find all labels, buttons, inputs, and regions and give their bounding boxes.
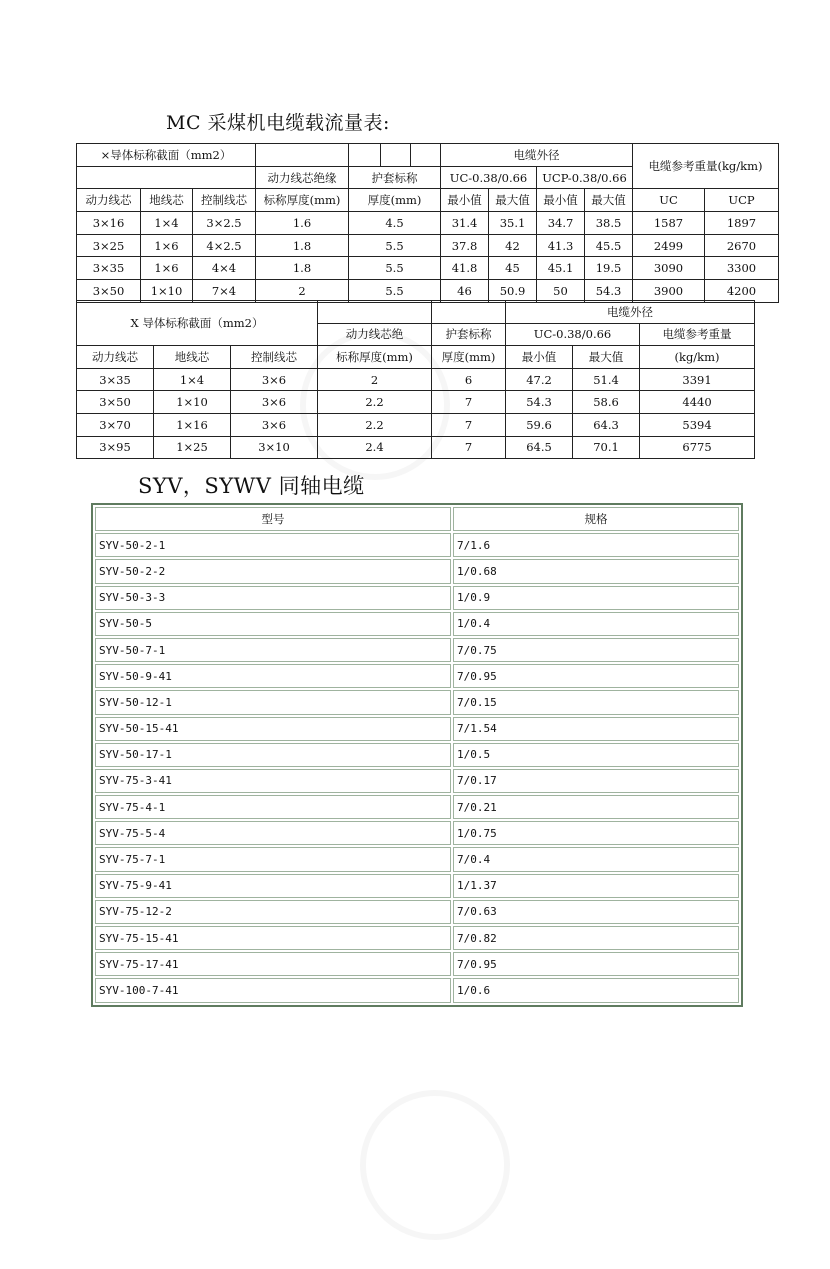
cell: 7×4: [193, 280, 256, 303]
cell: 58.6: [573, 391, 640, 414]
cell: 7: [432, 391, 506, 414]
cell: 7/0.17: [453, 769, 739, 793]
table-row: [77, 212, 779, 235]
cell: 1/0.5: [453, 743, 739, 767]
table-row: [95, 821, 739, 845]
cell: 1897: [705, 212, 779, 235]
cell: SYV-100-7-41: [95, 978, 451, 1002]
cell: SYV-50-17-1: [95, 743, 451, 767]
table-row: [95, 612, 739, 636]
table-row: [95, 586, 739, 610]
cell: 3×95: [77, 436, 154, 459]
header-cell: 控制线芯: [193, 189, 256, 212]
header-cell: [318, 301, 432, 324]
cell: 4.5: [349, 212, 441, 235]
cell: 50.9: [489, 280, 537, 303]
cell: 2: [256, 280, 349, 303]
header-cell: 最小值: [537, 189, 585, 212]
table-row: [95, 533, 739, 557]
cell: 41.8: [441, 257, 489, 280]
cell: 4×4: [193, 257, 256, 280]
cell: 1587: [633, 212, 705, 235]
cell: 3300: [705, 257, 779, 280]
cell: SYV-75-12-2: [95, 900, 451, 924]
watermark-stamp: [331, 1061, 540, 1269]
cell: 37.8: [441, 234, 489, 257]
header-cell: [432, 301, 506, 324]
header-cell: 电缆外径: [506, 301, 755, 324]
header-cell: UCP-0.38/0.66: [537, 166, 633, 189]
cell: 1/0.4: [453, 612, 739, 636]
syv-cable-title: SYV，SYWV 同轴电缆: [138, 474, 365, 498]
cell: 38.5: [585, 212, 633, 235]
table-row: [95, 638, 739, 662]
cell: SYV-75-4-1: [95, 795, 451, 819]
cell: 3×50: [77, 280, 141, 303]
cell: 7/0.4: [453, 847, 739, 871]
table-row: [95, 874, 739, 898]
header-cell: UC-0.38/0.66: [441, 166, 537, 189]
cell: SYV-50-2-1: [95, 533, 451, 557]
header-cell: 护套标称: [349, 166, 441, 189]
header-cell: ×导体标称截面（mm2）: [77, 144, 256, 167]
cell: 1×4: [154, 368, 231, 391]
header-cell: [256, 144, 349, 167]
cell: 54.3: [506, 391, 573, 414]
cell: 51.4: [573, 368, 640, 391]
table-row: [95, 717, 739, 741]
mc-cable-title: MC 采煤机电缆载流量表:: [166, 112, 390, 134]
cell: 7: [432, 436, 506, 459]
header-cell: [381, 144, 411, 167]
cell: 70.1: [573, 436, 640, 459]
table-row: [77, 368, 755, 391]
header-cell: 厚度(mm): [432, 346, 506, 369]
cell: 1/0.75: [453, 821, 739, 845]
table-row: [77, 413, 755, 436]
header-cell: (kg/km): [640, 346, 755, 369]
cell: 1/0.68: [453, 559, 739, 583]
header-cell: 动力线芯: [77, 189, 141, 212]
cell: 7/0.63: [453, 900, 739, 924]
header-cell: 地线芯: [141, 189, 193, 212]
cell: 1×6: [141, 234, 193, 257]
cell: 2499: [633, 234, 705, 257]
header-cell: 电缆参考重量: [640, 323, 755, 346]
cell: SYV-50-3-3: [95, 586, 451, 610]
cell: 7/1.6: [453, 533, 739, 557]
table-row: [95, 900, 739, 924]
cell: 1×10: [141, 280, 193, 303]
cell: 4440: [640, 391, 755, 414]
cell: SYV-75-15-41: [95, 926, 451, 950]
table-row: [77, 391, 755, 414]
table-row: [77, 436, 755, 459]
header-cell: 最大值: [585, 189, 633, 212]
header-cell: 标称厚度(mm): [256, 189, 349, 212]
header-cell: 动力线芯绝缘: [256, 166, 349, 189]
cell: 3×25: [77, 234, 141, 257]
cell: 64.5: [506, 436, 573, 459]
cell: 6: [432, 368, 506, 391]
cell: 1/1.37: [453, 874, 739, 898]
cell: 45: [489, 257, 537, 280]
header-cell: 厚度(mm): [349, 189, 441, 212]
cell: 1×25: [154, 436, 231, 459]
cell: 64.3: [573, 413, 640, 436]
table-row: [77, 257, 779, 280]
cell: 31.4: [441, 212, 489, 235]
header-cell: 动力线芯绝: [318, 323, 432, 346]
cell: 3×16: [77, 212, 141, 235]
cell: 3×2.5: [193, 212, 256, 235]
cell: SYV-50-15-41: [95, 717, 451, 741]
header-row: [77, 144, 779, 167]
cell: 3900: [633, 280, 705, 303]
header-cell: 电缆外径: [441, 144, 633, 167]
header-row: [77, 189, 779, 212]
header-cell: X 导体标称截面（mm2）: [77, 301, 318, 346]
header-cell: UC-0.38/0.66: [506, 323, 640, 346]
header-cell: 最大值: [489, 189, 537, 212]
cell: 1×6: [141, 257, 193, 280]
cell: 50: [537, 280, 585, 303]
cell: 54.3: [585, 280, 633, 303]
table-row: [95, 795, 739, 819]
cell: 6775: [640, 436, 755, 459]
cell: 7: [432, 413, 506, 436]
cell: 3×70: [77, 413, 154, 436]
cell: 3×10: [231, 436, 318, 459]
cell: SYV-50-2-2: [95, 559, 451, 583]
header-cell: [411, 144, 441, 167]
header-cell: [77, 166, 256, 189]
cell: 1.6: [256, 212, 349, 235]
cell: 1×10: [154, 391, 231, 414]
cell: 7/1.54: [453, 717, 739, 741]
cell: 1×16: [154, 413, 231, 436]
table-row: [95, 978, 739, 1002]
cell: 2.4: [318, 436, 432, 459]
cell: SYV-50-9-41: [95, 664, 451, 688]
cell: 7/0.82: [453, 926, 739, 950]
header-cell: [349, 144, 381, 167]
cell: 47.2: [506, 368, 573, 391]
cell: 5.5: [349, 280, 441, 303]
mc-cable-table-2: [76, 300, 755, 459]
header-cell: 电缆参考重量(kg/km): [633, 144, 779, 189]
header-cell: 规格: [453, 507, 739, 531]
table-row: [77, 280, 779, 303]
cell: 3×50: [77, 391, 154, 414]
cell: 42: [489, 234, 537, 257]
table-row: [95, 769, 739, 793]
cell: SYV-75-9-41: [95, 874, 451, 898]
cell: 19.5: [585, 257, 633, 280]
cell: 5.5: [349, 257, 441, 280]
cell: SYV-50-5: [95, 612, 451, 636]
cell: 5394: [640, 413, 755, 436]
cell: 3×35: [77, 368, 154, 391]
cell: 2.2: [318, 413, 432, 436]
header-cell: 最小值: [506, 346, 573, 369]
header-row: [95, 507, 739, 531]
header-cell: 最大值: [573, 346, 640, 369]
cell: SYV-50-7-1: [95, 638, 451, 662]
cell: 2.2: [318, 391, 432, 414]
cell: 2670: [705, 234, 779, 257]
cell: 34.7: [537, 212, 585, 235]
cell: SYV-50-12-1: [95, 690, 451, 714]
header-cell: 动力线芯: [77, 346, 154, 369]
cell: 7/0.15: [453, 690, 739, 714]
cell: SYV-75-3-41: [95, 769, 451, 793]
cell: 3×6: [231, 391, 318, 414]
cell: 7/0.95: [453, 664, 739, 688]
header-cell: 护套标称: [432, 323, 506, 346]
table-row: [95, 743, 739, 767]
header-cell: UC: [633, 189, 705, 212]
cell: SYV-75-17-41: [95, 952, 451, 976]
table-row: [95, 952, 739, 976]
cell: SYV-75-7-1: [95, 847, 451, 871]
table-row: [95, 847, 739, 871]
cell: 41.3: [537, 234, 585, 257]
cell: SYV-75-5-4: [95, 821, 451, 845]
cell: 1/0.6: [453, 978, 739, 1002]
cell: 4×2.5: [193, 234, 256, 257]
cell: 3×6: [231, 413, 318, 436]
cell: 1.8: [256, 234, 349, 257]
table-row: [95, 559, 739, 583]
table-row: [95, 664, 739, 688]
cell: 3×35: [77, 257, 141, 280]
cell: 5.5: [349, 234, 441, 257]
cell: 35.1: [489, 212, 537, 235]
cell: 3391: [640, 368, 755, 391]
table-row: [95, 926, 739, 950]
mc-cable-table: [76, 143, 779, 303]
cell: 3090: [633, 257, 705, 280]
header-cell: 型号: [95, 507, 451, 531]
header-cell: UCP: [705, 189, 779, 212]
cell: 3×6: [231, 368, 318, 391]
header-row: [77, 346, 755, 369]
cell: 7/0.95: [453, 952, 739, 976]
cell: 59.6: [506, 413, 573, 436]
syv-cable-table: [91, 503, 743, 1007]
cell: 7/0.75: [453, 638, 739, 662]
cell: 45.5: [585, 234, 633, 257]
cell: 46: [441, 280, 489, 303]
header-cell: 地线芯: [154, 346, 231, 369]
header-cell: 最小值: [441, 189, 489, 212]
header-cell: 标称厚度(mm): [318, 346, 432, 369]
cell: 4200: [705, 280, 779, 303]
header-row: [77, 301, 755, 324]
cell: 1×4: [141, 212, 193, 235]
table-row: [77, 234, 779, 257]
cell: 1/0.9: [453, 586, 739, 610]
table-row: [95, 690, 739, 714]
header-cell: 控制线芯: [231, 346, 318, 369]
cell: 1.8: [256, 257, 349, 280]
cell: 45.1: [537, 257, 585, 280]
cell: 2: [318, 368, 432, 391]
cell: 7/0.21: [453, 795, 739, 819]
